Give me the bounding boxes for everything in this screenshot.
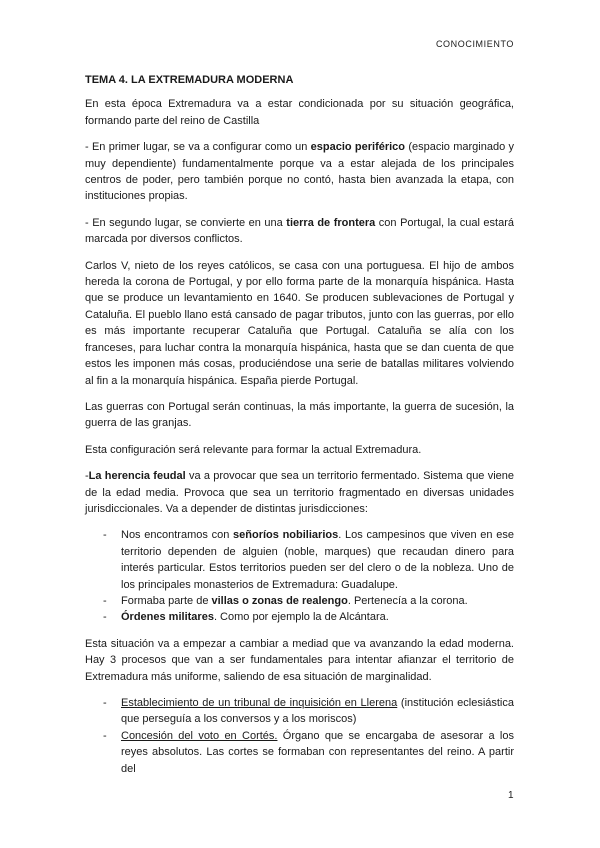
jurisdictions-list xyxy=(85,527,514,625)
bold-term: Órdenes militares xyxy=(121,611,214,624)
text-run: con Portugal, la cual estará marcada por diversos conflictos. xyxy=(85,216,514,246)
bold-term-tierra-de-frontera: tierra de frontera xyxy=(286,216,376,229)
running-header: CONOCIMIENTO xyxy=(435,39,514,49)
text-run: - En primer lugar, se va a configurar como un xyxy=(85,141,311,154)
processes-list xyxy=(85,695,514,777)
list-dash: - xyxy=(103,611,107,624)
feudal-heritage-paragraph xyxy=(85,468,514,517)
changes-paragraph: Esta situación va a empezar a cambiar a mediad que va avanzando la edad moderna. Hay 3 procesos que van a ser fundamentales para intentar afianzar el territorio de Extremadura más uniforme, saliendo de esa situación de marginalidad. xyxy=(85,637,514,683)
list-item xyxy=(85,609,514,625)
document-title: TEMA 4. LA EXTREMADURA MODERNA xyxy=(85,74,294,86)
list-dash: - xyxy=(103,697,107,709)
bold-term: señoríos nobiliarios xyxy=(233,529,339,542)
carlos-v-paragraph: Carlos V, nieto de los reyes católicos, se casa con una portuguesa. El hijo de ambos hereda la corona de Portugal, y por ello forma parte de la monarquía hispánica. Hasta que se produce un levantamiento en 1640. Se producen sublevaciones de Portugal y Cataluña. El pueblo llano está cansado de pagar tributos, junto con las guerras, por ello es más importante recuperar Cataluña que Portugal. Cataluña se alía con los franceses, para luchar contra la monarquía hispánica, hasta que se dan cuenta de que estos les imponen más cosas, produciéndose una serie de batallas militares volviendo al fin a la monarquía hispánica. España pierde Portugal. xyxy=(85,259,514,387)
text-run: va a provocar que sea un territorio fermentado. Sistema que viene de la edad media. Provoca que sea un territorio fragmentado en diversas unidades jurisdiccionales. Va a depender de distintas jurisdicciones: xyxy=(85,470,514,515)
text-run: (institución eclesiástica que perseguía a los conversos y a los moriscos) xyxy=(121,697,514,726)
text-run: . Pertenecía a la corona. xyxy=(347,594,468,607)
text-run: . Los campesinos que viven en ese territorio dependen de alguien (noble, marques) que recaudan dinero para interés particular. Estos territorios pueden ser del clero o de la nobleza. Uno de los principales monasterios de Extremadura: Guadalupe. xyxy=(121,529,514,591)
underlined-term: Concesión del voto en Cortés. xyxy=(121,729,278,742)
list-dash: - xyxy=(103,529,107,542)
bold-term-herencia-feudal: La herencia feudal xyxy=(88,470,186,483)
text-run: Órgano que se encargaba de asesorar a los reyes absolutos. Las cortes se formaban con representantes del reino. A partir del xyxy=(121,729,514,775)
list-dash: - xyxy=(103,729,107,742)
wars-paragraph: Las guerras con Portugal serán continuas, la más importante, la guerra de sucesión, la guerra de las granjas. xyxy=(85,400,514,430)
text-run: Formaba parte de xyxy=(121,594,212,607)
intro-paragraph: En esta época Extremadura va a estar condicionada por su situación geográfica, formando parte del reino de Castilla xyxy=(85,98,514,127)
underlined-term: Establecimiento de un tribunal de inquisición en Llerena xyxy=(121,697,398,709)
frontier-paragraph xyxy=(85,215,514,248)
list-item xyxy=(85,695,514,728)
configuration-paragraph: Esta configuración será relevante para formar la actual Extremadura. xyxy=(85,443,422,456)
list-item xyxy=(85,593,514,609)
list-dash: - xyxy=(103,594,107,607)
text-run: . Como por ejemplo la de Alcántara. xyxy=(213,611,389,624)
bold-term: villas o zonas de realengo xyxy=(211,594,348,607)
text-run: - En segundo lugar, se convierte en una xyxy=(85,216,287,229)
text-run: - xyxy=(85,470,89,483)
document-body xyxy=(85,72,514,787)
list-item xyxy=(85,728,514,777)
text-run: (espacio marginado y muy dependiente) fundamentalmente porque va a estar alejada de los principales centros de poder, pero también porque no contó, hasta bien avanzada la etapa, con instituciones propias. xyxy=(85,141,514,203)
list-item xyxy=(85,527,514,593)
page-number: 1 xyxy=(508,790,514,801)
bold-term-espacio-periferico: espacio periférico xyxy=(310,141,406,154)
text-run: Nos encontramos con xyxy=(121,529,234,542)
peripheral-space-paragraph xyxy=(85,139,514,205)
